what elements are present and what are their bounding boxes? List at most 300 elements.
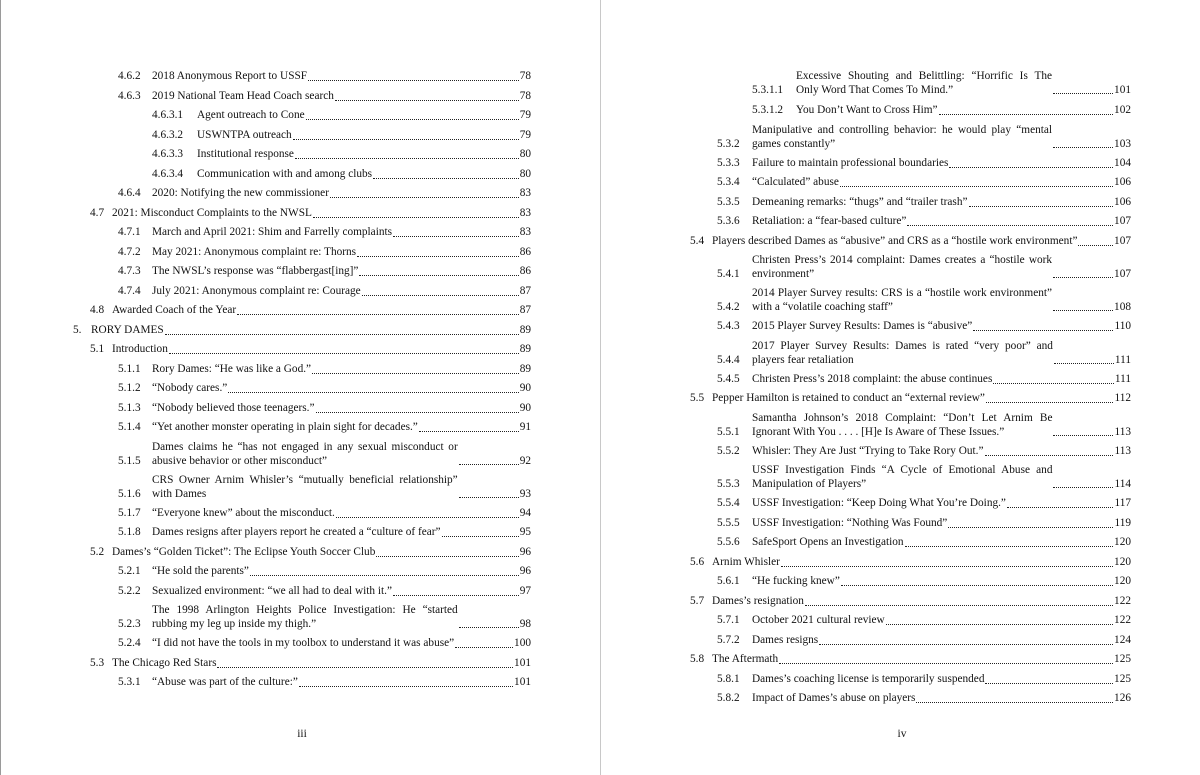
toc-entry-page-number: 90 [519,402,531,414]
toc-entry-number: 5.6.1 [717,575,740,587]
toc-entry-text [752,373,1115,387]
toc-entry-title: Dames resigns [752,634,819,646]
dot-leader [217,663,513,668]
toc-entry-text [152,363,520,377]
toc-entry-title: “He fucking knew” [752,575,840,587]
toc-entry-page-number: 91 [519,421,531,433]
toc-entry-title: Demeaning remarks: “thugs” and “trailer trash” [752,196,968,208]
toc-entry[interactable] [90,657,531,671]
toc-entry-page-number: 120 [1114,536,1131,548]
toc-entry-number: 5.3.1.1 [752,83,784,96]
toc-entry-page-number: 120 [1114,575,1131,587]
dot-leader [840,182,1113,187]
toc-entry-number: 4.6.3.2 [152,129,184,141]
toc-entry[interactable] [118,441,531,468]
toc-entry[interactable] [690,392,1131,406]
toc-entry-page-number: 79 [519,109,531,121]
toc-entry-number: 5.1.3 [118,402,141,414]
toc-entry-text [152,474,520,501]
toc-entry-title: Communication with and among clubs [197,168,373,180]
toc-entry-title: Whisler: They Are Just “Trying to Take Rory Out.” [752,445,984,457]
page-folio: iv [897,728,907,740]
toc-entry-text [91,324,520,338]
dot-leader [1054,359,1114,364]
toc-entry-number: 5.1.7 [118,507,141,519]
toc-entry[interactable] [118,565,531,579]
dot-leader [973,326,1113,331]
dot-leader [313,213,519,218]
toc-entry[interactable] [118,363,531,377]
toc-entry-title: 2018 Anonymous Report to USSF [152,70,308,82]
dot-leader [459,623,519,628]
dot-leader [250,571,519,576]
toc-entry-page-number: 111 [1114,373,1131,385]
toc-entry-number: 4.6.3.3 [152,148,184,160]
toc-entry-page-number: 97 [519,585,531,597]
toc-entry-title: USSF Investigation Finds “A Cycle of Emotional Abuse and Manipulation of Players” [752,464,1053,490]
toc-entry[interactable] [717,673,1131,687]
toc-entry-text [112,304,520,318]
dot-leader [459,493,519,498]
dot-leader [419,427,519,432]
toc-entry-page-number: 119 [1114,517,1131,529]
toc-entry-number: 5.5.5 [717,517,740,529]
toc-entry[interactable] [717,614,1131,628]
toc-entry-page-number: 101 [514,676,531,688]
toc-entry-page-number: 86 [519,246,531,258]
toc-entry-title: Sexualized environment: “we all had to deal with it.” [152,585,392,597]
dot-leader [905,542,1114,547]
toc-entry-title: Excessive Shouting and Belittling: “Horrific Is The Only Word That Comes To Mind.” [796,70,1053,96]
toc-entry-page-number: 108 [1114,300,1131,313]
toc-entry-number: 5.5 [690,392,705,404]
dot-leader [359,271,518,276]
toc-entry[interactable] [118,90,531,104]
toc-entry-number: 4.7.1 [118,226,141,238]
toc-entry-text [752,176,1114,190]
toc-entry-title: Rory Dames: “He was like a God.” [152,363,312,375]
toc-entry-page-number: 110 [1114,320,1131,332]
toc-entry-text [152,70,520,84]
dot-leader [459,460,519,465]
toc-entry-text [752,254,1114,281]
toc-entry-number: 5.2.3 [118,617,141,630]
toc-entry-title: “He sold the parents” [152,565,249,577]
toc-entry[interactable] [717,517,1131,531]
toc-entry-number: 5.3.1 [118,676,141,688]
toc-entry-page-number: 80 [519,168,531,180]
toc-entry-text [197,168,520,182]
toc-entry[interactable] [717,215,1131,229]
toc-entry-text [752,320,1114,334]
dot-leader [781,562,1113,567]
dot-leader [169,349,519,354]
toc-entry-page-number: 122 [1114,595,1131,607]
dot-leader [308,76,519,81]
toc-entry-text [752,497,1114,511]
toc-entry-title: Players described Dames as “abusive” and CRS as a “hostile work environment” [712,235,1078,247]
toc-entry[interactable] [717,340,1131,367]
toc-entry[interactable] [717,692,1131,706]
toc-entry-title: USWNTPA outreach [197,129,292,141]
toc-entry-text [752,412,1114,439]
toc-entry[interactable] [717,497,1131,511]
toc-entry-page-number: 96 [519,565,531,577]
toc-entry-text [152,285,520,299]
dot-leader [1078,241,1113,246]
toc-entry[interactable] [118,474,531,501]
toc-entry-number: 5.1.8 [118,526,141,538]
toc-entry-title: 2017 Player Survey Results: Dames is rated “very poor” and players fear retaliation [752,340,1053,366]
toc-entry-title: 2014 Player Survey results: CRS is a “hostile work environment” with a “volatile coaching staff” [752,287,1053,313]
dot-leader [1053,89,1113,94]
toc-entry-title: Agent outreach to Cone [197,109,305,121]
dot-leader [969,202,1114,207]
toc-entry-page-number: 111 [1114,353,1131,366]
toc-entry-page-number: 125 [1114,653,1131,665]
toc-entry-text [152,246,520,260]
toc-entry-number: 4.6.3 [118,90,141,102]
toc-entry[interactable] [118,421,531,435]
toc-entry[interactable] [118,226,531,240]
toc-entry[interactable] [717,373,1131,387]
toc-entry-title: July 2021: Anonymous complaint re: Courage [152,285,361,297]
toc-entry[interactable] [90,343,531,357]
toc-entry[interactable] [90,304,531,318]
toc-entry-page-number: 126 [1114,692,1131,704]
toc-entry-title: USSF Investigation: “Keep Doing What You’re Doing.” [752,497,1006,509]
toc-entry-page-number: 79 [519,129,531,141]
toc-entry-text [796,104,1114,118]
toc-entry[interactable] [690,556,1131,570]
toc-entry[interactable] [717,634,1131,648]
toc-entry-title: 2019 National Team Head Coach search [152,90,334,102]
toc-entry[interactable] [152,109,531,123]
dot-leader [295,154,519,159]
toc-entry-number: 5.1 [90,343,105,355]
toc-entry-number: 5.2 [90,546,105,558]
toc-entry-text [752,287,1114,314]
toc-entry-title: Christen Press’s 2018 complaint: the abuse continues [752,373,993,385]
toc-entry-number: 5.1.5 [118,454,141,467]
toc-entry-number: 5.5.4 [717,497,740,509]
toc-entry[interactable] [717,124,1131,151]
toc-entry-title: Failure to maintain professional boundaries [752,157,949,169]
toc-entry-text [152,265,520,279]
toc-entry-title: You Don’t Want to Cross Him” [796,104,938,116]
toc-entry[interactable] [118,285,531,299]
dot-leader [1007,503,1114,508]
dot-leader [455,643,513,648]
dot-leader [948,523,1113,528]
toc-entry-page-number: 117 [1114,497,1131,509]
toc-entry-page-number: 106 [1114,176,1131,188]
toc-entry-page-number: 80 [519,148,531,160]
toc-entry-title: The Chicago Red Stars [112,657,217,669]
dot-leader [336,513,519,518]
toc-entry[interactable] [690,653,1131,667]
toc-entry-page-number: 112 [1114,392,1131,404]
dot-leader [335,96,519,101]
dot-leader [1053,483,1113,488]
toc-entry-text [752,614,1114,628]
toc-entry-number: 5.6 [690,556,705,568]
toc-entry-title: Institutional response [197,148,294,160]
toc-entry-text [752,536,1114,550]
dot-leader [805,601,1113,606]
toc-entry-page-number: 114 [1114,477,1131,490]
toc-entry-text [197,129,520,143]
toc-entry-text [752,575,1114,589]
toc-entry-number: 5.7 [690,595,705,607]
toc-entry-text [752,445,1114,459]
toc-entry-number: 5.2.4 [118,637,141,649]
toc-entry-text [752,692,1114,706]
dot-leader [357,252,519,257]
toc-entry-title: Dames’s “Golden Ticket”: The Eclipse Youth Soccer Club [112,546,376,558]
toc-entry-page-number: 98 [519,617,531,630]
toc-entry[interactable] [118,246,531,260]
toc-entry-page-number: 120 [1114,556,1131,568]
toc-entry[interactable] [118,402,531,416]
toc-entry-title: 2020: Notifying the new commissioner [152,187,329,199]
toc-entry[interactable] [118,187,531,201]
dot-leader [1053,143,1113,148]
dot-leader [886,620,1113,625]
toc-entry-page-number: 100 [514,637,531,649]
toc-entry-title: Impact of Dames’s abuse on players [752,692,916,704]
toc-entry-title: “Nobody cares.” [152,382,228,394]
toc-entry-text [152,676,514,690]
toc-entry-title: “Everyone knew” about the misconduct. [152,507,335,519]
toc-entry-text [752,634,1114,648]
toc-entry-number: 5.1.2 [118,382,141,394]
toc-entry-page-number: 89 [519,363,531,375]
toc-entry-number: 5.5.6 [717,536,740,548]
toc-entry-number: 5.1.4 [118,421,141,433]
toc-entry-text [152,226,520,240]
toc-entry-page-number: 78 [519,70,531,82]
toc-entry-number: 5.3.1.2 [752,104,784,116]
dot-leader [907,221,1113,226]
toc-entry-number: 4.7.2 [118,246,141,258]
toc-entry[interactable] [73,324,531,338]
dot-leader [330,193,519,198]
toc-entry-title: The NWSL’s response was “flabbergast[ing]” [152,265,359,277]
toc-entry-title: Dames’s coaching license is temporarily suspended [752,673,985,685]
toc-entry-page-number: 90 [519,382,531,394]
toc-entry-number: 5.8.2 [717,692,740,704]
dot-leader [306,115,519,120]
toc-entry[interactable] [118,676,531,690]
toc-entry-page-number: 93 [519,487,531,500]
dot-leader [1053,273,1113,278]
toc-entry-page-number: 94 [519,507,531,519]
dot-leader [779,659,1113,664]
toc-entry-number: 5.3.4 [717,176,740,188]
toc-entry-title: May 2021: Anonymous complaint re: Thorns [152,246,357,258]
toc-entry[interactable] [118,526,531,540]
toc-entry-number: 5.4.2 [717,300,740,313]
toc-entry-text [712,595,1114,609]
toc-entry-number: 4.6.2 [118,70,141,82]
toc-entry-page-number: 86 [519,265,531,277]
toc-entry-number: 4.6.4 [118,187,141,199]
toc-entry-page-number: 101 [514,657,531,669]
toc-entry[interactable] [690,595,1131,609]
toc-entry[interactable] [717,157,1131,171]
toc-entry-page-number: 89 [519,324,531,336]
toc-entry-text [197,148,520,162]
toc-entry-title: “Calculated” abuse [752,176,839,188]
dot-leader [393,591,519,596]
toc-entry-text [752,673,1114,687]
toc-entry-page-number: 92 [519,454,531,467]
toc-entry-title: Dames claims he “has not engaged in any sexual misconduct or abusive behavior or other misconduct” [152,441,458,467]
toc-entry-number: 5.1.6 [118,487,141,500]
toc-entry-page-number: 87 [519,285,531,297]
dot-leader [916,698,1113,703]
toc-entry-page-number: 124 [1114,634,1131,646]
dot-leader [228,388,518,393]
toc-entry[interactable] [90,207,531,221]
dot-leader [442,532,519,537]
toc-entry-page-number: 107 [1114,267,1131,280]
toc-entry[interactable] [717,254,1131,281]
toc-entry-number: 5.3.5 [717,196,740,208]
toc-entry-text [152,585,520,599]
dot-leader [819,640,1113,645]
toc-entry-number: 5.4.3 [717,320,740,332]
dot-leader [939,110,1113,115]
toc-entry-title: Retaliation: a “fear-based culture” [752,215,907,227]
toc-entry-text [152,441,520,468]
toc-entry-title: “I did not have the tools in my toolbox to understand it was abuse” [152,637,455,649]
toc-entry[interactable] [717,445,1131,459]
toc-entry[interactable] [717,575,1131,589]
toc-entry[interactable] [118,604,531,631]
toc-entry-number: 5.4.4 [717,353,740,366]
toc-entry[interactable] [717,320,1131,334]
dot-leader [841,581,1113,586]
toc-entry-page-number: 113 [1114,425,1131,438]
toc-entry[interactable] [90,546,531,560]
dot-leader [376,552,518,557]
toc-entry-text [112,343,520,357]
toc-entry[interactable] [118,637,531,651]
toc-entry-title: “Yet another monster operating in plain sight for decades.” [152,421,418,433]
toc-entry[interactable] [152,129,531,143]
toc-entry-page-number: 101 [1114,83,1131,96]
toc-entry-number: 4.7 [90,207,105,219]
toc-entry-title: Manipulative and controlling behavior: he would play “mental games constantly” [752,124,1053,150]
dot-leader [299,682,513,687]
toc-entry[interactable] [717,536,1131,550]
toc-entry-number: 5.5.2 [717,445,740,457]
dot-leader [985,679,1113,684]
toc-entry[interactable] [118,507,531,521]
toc-entry[interactable] [717,464,1131,491]
toc-entry-title: 2021: Misconduct Complaints to the NWSL [112,207,312,219]
toc-entry-title: Dames’s resignation [712,595,804,607]
toc-entry[interactable] [118,265,531,279]
toc-entry[interactable] [717,196,1131,210]
toc-entry[interactable] [152,168,531,182]
toc-entry-text [796,70,1114,97]
toc-entry-text [152,637,514,651]
toc-entry-text [112,546,520,560]
toc-entry-text [152,187,520,201]
toc-entry-title: Samantha Johnson’s 2018 Complaint: “Don’t Let Arnim Be Ignorant With You . . . . [H]e Is Aware of These Issues.” [752,412,1053,438]
toc-entry-text [752,157,1114,171]
toc-entry-title: SafeSport Opens an Investigation [752,536,904,548]
toc-entry-page-number: 78 [519,90,531,102]
toc-entry-page-number: 125 [1114,673,1131,685]
toc-entry-page-number: 122 [1114,614,1131,626]
toc-entry-number: 5.4.1 [717,267,740,280]
dot-leader [993,379,1114,384]
toc-entry[interactable] [118,585,531,599]
dot-leader [237,310,519,315]
toc-entry-page-number: 83 [519,226,531,238]
toc-entry-text [752,124,1114,151]
toc-entry-title: The Aftermath [712,653,779,665]
toc-entry-number: 5. [73,324,82,336]
toc-entry-text [752,340,1115,367]
toc-entry-number: 5.3 [90,657,105,669]
toc-entry[interactable] [717,176,1131,190]
toc-entry[interactable] [752,70,1131,97]
toc-entry-title: Awarded Coach of the Year [112,304,237,316]
toc-entry[interactable] [118,382,531,396]
toc-entry-text [152,421,520,435]
toc-entry-number: 5.3.3 [717,157,740,169]
dot-leader [316,408,519,413]
dot-leader [949,163,1113,168]
toc-entry-number: 4.8 [90,304,105,316]
toc-entry[interactable] [752,104,1131,118]
toc-entry-page-number: 89 [519,343,531,355]
toc-entry-number: 5.1.1 [118,363,141,375]
toc-entry-title: CRS Owner Arnim Whisler’s “mutually beneficial relationship” with Dames [152,474,458,500]
toc-entry-page-number: 83 [519,187,531,199]
toc-entry-text [712,653,1114,667]
toc-entry-number: 5.2.2 [118,585,141,597]
toc-entry-text [152,402,520,416]
dot-leader [165,330,519,335]
toc-entry-text [197,109,520,123]
toc-entry-text [152,382,520,396]
toc-entry-page-number: 113 [1114,445,1131,457]
toc-entry[interactable] [690,235,1131,249]
toc-entry-text [152,526,520,540]
dot-leader [986,398,1114,403]
toc-entry-page-number: 107 [1114,215,1131,227]
toc-entry[interactable] [118,70,531,84]
toc-entry-title: 2015 Player Survey Results: Dames is “abusive” [752,320,973,332]
toc-entry-text [152,90,520,104]
toc-entry[interactable] [152,148,531,162]
toc-entry-title: “Abuse was part of the culture:” [152,676,298,688]
toc-entry[interactable] [717,287,1131,314]
toc-entry[interactable] [717,412,1131,439]
toc-entry-number: 5.7.1 [717,614,740,626]
dot-leader [985,451,1114,456]
toc-entry-number: 5.8.1 [717,673,740,685]
toc-entry-page-number: 95 [519,526,531,538]
toc-entry-title: Introduction [112,343,168,355]
toc-entry-text [112,207,520,221]
